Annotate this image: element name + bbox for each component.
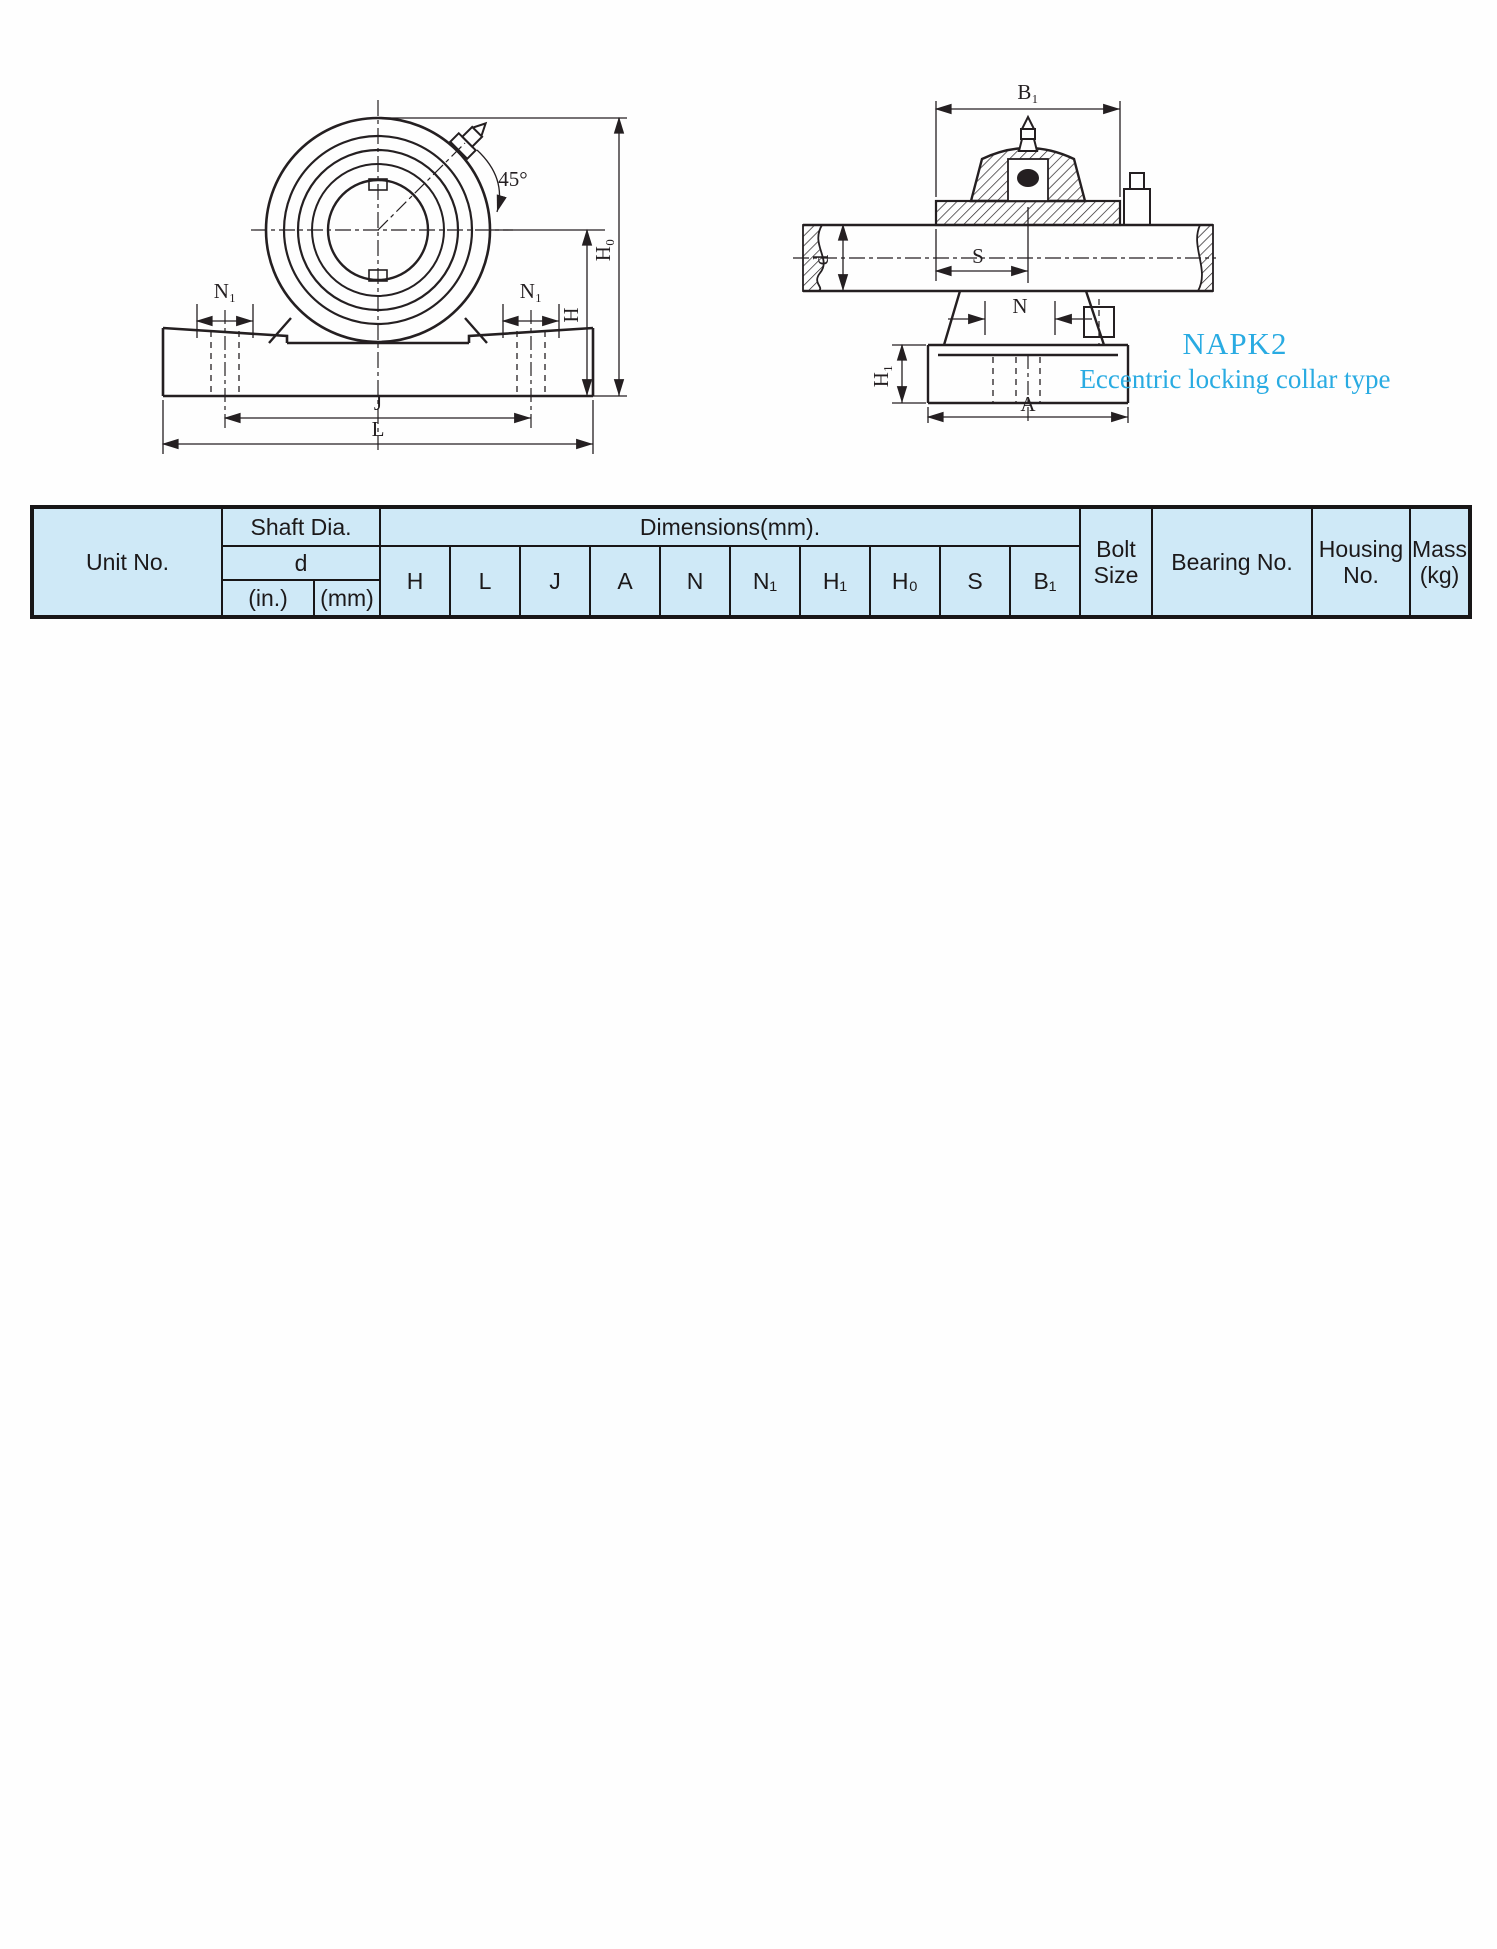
column-header: (in.)	[222, 580, 314, 617]
column-header: Dimensions(mm).	[380, 507, 1080, 546]
table-header	[32, 507, 1470, 617]
dim-label-s: S	[972, 244, 984, 268]
series-title-block	[1010, 326, 1460, 395]
dim-label-l: L	[371, 417, 385, 441]
front-view-geometry	[163, 100, 627, 454]
dim-label-n1-left: N₁	[213, 279, 237, 303]
mass-header-line1: Mass	[1412, 536, 1467, 562]
dim-label-j: J	[373, 391, 383, 415]
column-header	[1410, 507, 1470, 617]
dim-label-b1: B₁	[1017, 80, 1039, 104]
dim-label-angle: 45°	[498, 167, 528, 191]
dim-label-n: N	[1012, 294, 1028, 318]
front-view-drawing	[145, 78, 665, 463]
dim-label-h: H	[559, 307, 583, 323]
column-header: N	[660, 546, 730, 617]
column-header: Housing No.	[1312, 507, 1410, 617]
dim-label-n1-right: N₁	[519, 279, 543, 303]
dim-label-h1: H₁	[869, 364, 893, 388]
mass-header-line2: (kg)	[1419, 562, 1460, 588]
column-header: B₁	[1010, 546, 1080, 617]
spec-table	[30, 505, 1472, 619]
column-header: A	[590, 546, 660, 617]
column-header: d	[222, 546, 380, 580]
column-header: H₀	[870, 546, 940, 617]
dim-label-a: A	[1020, 392, 1036, 416]
column-header: N₁	[730, 546, 800, 617]
column-header: J	[520, 546, 590, 617]
column-header: S	[940, 546, 1010, 617]
column-header: Bolt Size	[1080, 507, 1152, 617]
column-header: H	[380, 546, 450, 617]
dim-label-h0: H₀	[591, 238, 615, 262]
header-row-1	[32, 507, 1470, 546]
series-model: NAPK2	[1182, 326, 1288, 361]
column-header: Bearing No.	[1152, 507, 1312, 617]
series-subtitle: Eccentric locking collar type	[1079, 364, 1391, 394]
column-header: H₁	[800, 546, 870, 617]
set-screw	[1124, 189, 1150, 225]
column-header: Unit No.	[32, 507, 222, 617]
column-header: Shaft Dia.	[222, 507, 380, 546]
grease-nipple	[1019, 117, 1037, 151]
dim-label-d: d	[809, 254, 833, 266]
column-header: (mm)	[314, 580, 380, 617]
column-header: L	[450, 546, 520, 617]
